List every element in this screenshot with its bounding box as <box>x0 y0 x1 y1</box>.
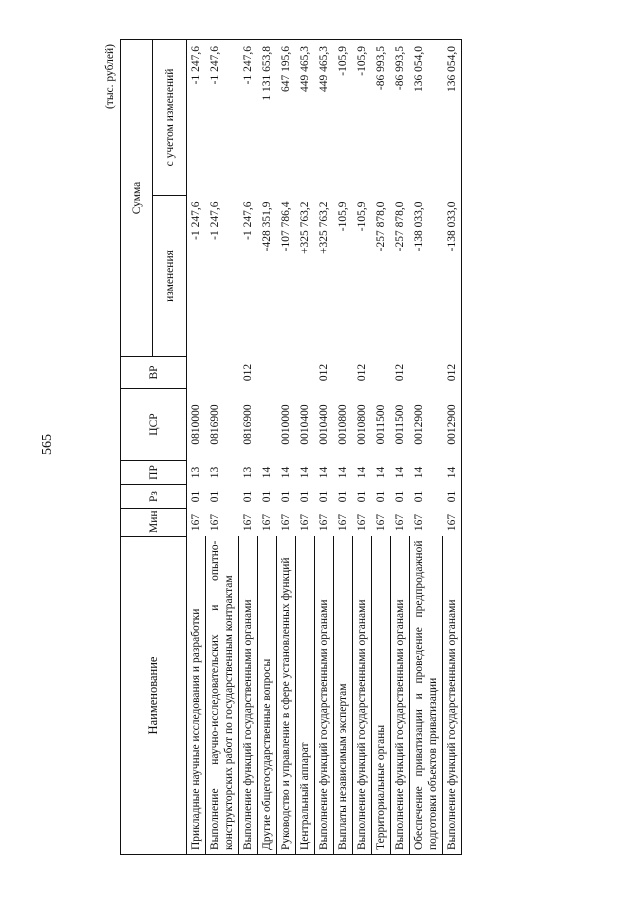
budget-table <box>120 39 462 855</box>
row-total: 136 054,0 <box>443 39 462 195</box>
row-change: -105,9 <box>355 201 368 232</box>
row-name: Выполнение функций государственными органами <box>391 537 410 855</box>
row-csr: 0012900 <box>412 404 425 445</box>
header-min: Мин <box>121 509 187 537</box>
header-summa: Сумма <box>121 39 153 356</box>
header-csr: ЦСР <box>121 389 187 461</box>
row-name: Центральный аппарат <box>296 537 315 855</box>
row-total: 647 195,6 <box>277 39 296 195</box>
row-rz: 01 <box>443 485 462 509</box>
row-name: Территориальные органы <box>372 537 391 855</box>
row-name: Выплаты независимым экспертам <box>334 537 353 855</box>
table-row <box>372 39 391 854</box>
table-body <box>187 39 462 854</box>
row-min: 167 <box>317 513 330 532</box>
table-row <box>410 39 443 854</box>
row-pr: 14 <box>412 466 425 479</box>
header-rz: Рз <box>121 485 187 509</box>
row-pr: 14 <box>336 466 349 479</box>
page-number: 565 <box>40 434 55 455</box>
row-pr: 14 <box>317 466 330 479</box>
row-total: 449 465,3 <box>296 39 315 195</box>
table-row <box>353 39 372 854</box>
row-rz: 01 <box>317 490 330 503</box>
row-csr: 0816900 <box>241 404 254 445</box>
table-row <box>296 39 315 854</box>
row-min: 167 <box>298 513 311 532</box>
row-total: -1 247,6 <box>206 39 239 195</box>
row-total: 449 465,3 <box>315 39 334 195</box>
row-change: -1 247,6 <box>241 201 254 240</box>
table-header <box>121 39 187 854</box>
row-csr: 0810000 <box>190 404 202 445</box>
row-total: -105,9 <box>353 39 372 195</box>
row-rz: 01 <box>279 490 292 503</box>
row-vr <box>277 357 296 389</box>
table-row <box>258 39 277 854</box>
row-rz: 01 <box>260 490 273 503</box>
table-row <box>315 39 334 854</box>
table-row <box>206 39 239 854</box>
row-min: 167 <box>190 513 202 532</box>
row-total: -86 993,5 <box>391 39 410 195</box>
row-pr: 13 <box>208 466 221 479</box>
row-name: Другие общегосударственные вопросы <box>258 537 277 855</box>
row-pr: 14 <box>298 466 311 479</box>
row-min: 167 <box>393 513 406 532</box>
row-name: Прикладные научные исследования и разработки <box>187 537 206 855</box>
row-rz: 01 <box>241 490 254 503</box>
row-min: 167 <box>279 513 292 532</box>
row-csr <box>258 389 277 461</box>
row-pr: 14 <box>374 466 387 479</box>
table-row <box>277 39 296 854</box>
row-name: Выполнение функций государственными органами <box>239 537 258 855</box>
row-change: -257 878,0 <box>374 201 387 252</box>
table-row <box>239 39 258 854</box>
row-csr: 0010400 <box>298 404 311 445</box>
row-vr <box>258 357 277 389</box>
row-vr <box>372 357 391 389</box>
row-pr: 13 <box>190 466 202 479</box>
row-total: 1 131 653,8 <box>258 39 277 195</box>
row-rz: 01 <box>190 490 202 503</box>
table-row <box>334 39 353 854</box>
row-vr: 012 <box>317 363 330 382</box>
row-vr <box>206 357 239 389</box>
row-csr: 0010800 <box>355 404 368 445</box>
row-name: Выполнение функций государственными органами <box>353 537 372 855</box>
row-vr <box>187 357 206 389</box>
row-csr: 0011500 <box>393 404 406 445</box>
row-rz: 01 <box>412 490 425 503</box>
row-csr: 0011500 <box>374 404 387 445</box>
row-csr: 0012900 <box>443 389 462 461</box>
row-change: -138 033,0 <box>412 201 425 252</box>
row-total: -1 247,6 <box>239 39 258 195</box>
row-name: Выполнение научно-исследовательских и опытно-конструкторских работ по государственным контрактам <box>206 537 239 855</box>
row-csr: 0010000 <box>279 404 292 445</box>
row-rz: 01 <box>208 490 221 503</box>
row-pr: 14 <box>355 466 368 479</box>
table-row <box>187 39 206 854</box>
row-min: 167 <box>355 513 368 532</box>
row-vr: 012 <box>393 363 406 382</box>
row-change: -257 878,0 <box>393 201 406 252</box>
unit-caption: (тыс. рублей) <box>104 44 116 110</box>
row-min: 167 <box>336 513 349 532</box>
row-min: 167 <box>208 513 221 532</box>
row-min: 167 <box>241 513 254 532</box>
row-rz: 01 <box>298 490 311 503</box>
row-vr <box>410 357 443 389</box>
table-row <box>443 39 462 854</box>
row-total: 136 054,0 <box>410 39 443 195</box>
rotated-page-content <box>100 40 560 855</box>
row-change: -428 351,9 <box>260 201 273 252</box>
row-total: -1 247,6 <box>187 39 206 195</box>
row-change: +325 763,2 <box>317 201 330 254</box>
header-name: Наименование <box>121 537 187 855</box>
row-rz: 01 <box>393 490 406 503</box>
row-pr: 14 <box>443 461 462 485</box>
row-min: 167 <box>443 509 462 537</box>
row-total: -105,9 <box>334 39 353 195</box>
row-change: -1 247,6 <box>190 201 202 240</box>
header-vr: ВР <box>121 357 187 389</box>
header-pr: ПР <box>121 461 187 485</box>
row-vr: 012 <box>355 363 368 382</box>
row-change: +325 763,2 <box>298 201 311 254</box>
row-pr: 14 <box>260 466 273 479</box>
row-change: -1 247,6 <box>208 201 221 240</box>
row-name: Выполнение функций государственными органами <box>315 537 334 855</box>
header-with-changes: с учетом изменений <box>153 39 187 195</box>
row-vr <box>296 357 315 389</box>
row-name: Обеспечение приватизации и проведение предпродажной подготовки объектов приватизации <box>410 537 443 855</box>
row-change: -138 033,0 <box>443 196 462 357</box>
row-rz: 01 <box>355 490 368 503</box>
row-min: 167 <box>374 513 387 532</box>
row-csr: 0816900 <box>208 404 221 445</box>
table-row <box>391 39 410 854</box>
row-name: Руководство и управление в сфере установленных функций <box>277 537 296 855</box>
header-changes: изменения <box>153 196 187 357</box>
row-vr: 012 <box>443 357 462 389</box>
row-rz: 01 <box>336 490 349 503</box>
row-min: 167 <box>260 513 273 532</box>
row-change: -107 786,4 <box>279 201 292 252</box>
row-csr: 0010800 <box>336 404 349 445</box>
row-name: Выполнение функций государственными органами <box>443 537 462 855</box>
row-pr: 14 <box>279 466 292 479</box>
row-total: -86 993,5 <box>372 39 391 195</box>
row-rz: 01 <box>374 490 387 503</box>
row-vr <box>334 357 353 389</box>
row-vr: 012 <box>241 363 254 382</box>
row-pr: 14 <box>393 466 406 479</box>
row-csr: 0010400 <box>317 404 330 445</box>
row-pr: 13 <box>241 466 254 479</box>
row-change: -105,9 <box>336 201 349 232</box>
row-min: 167 <box>412 513 425 532</box>
